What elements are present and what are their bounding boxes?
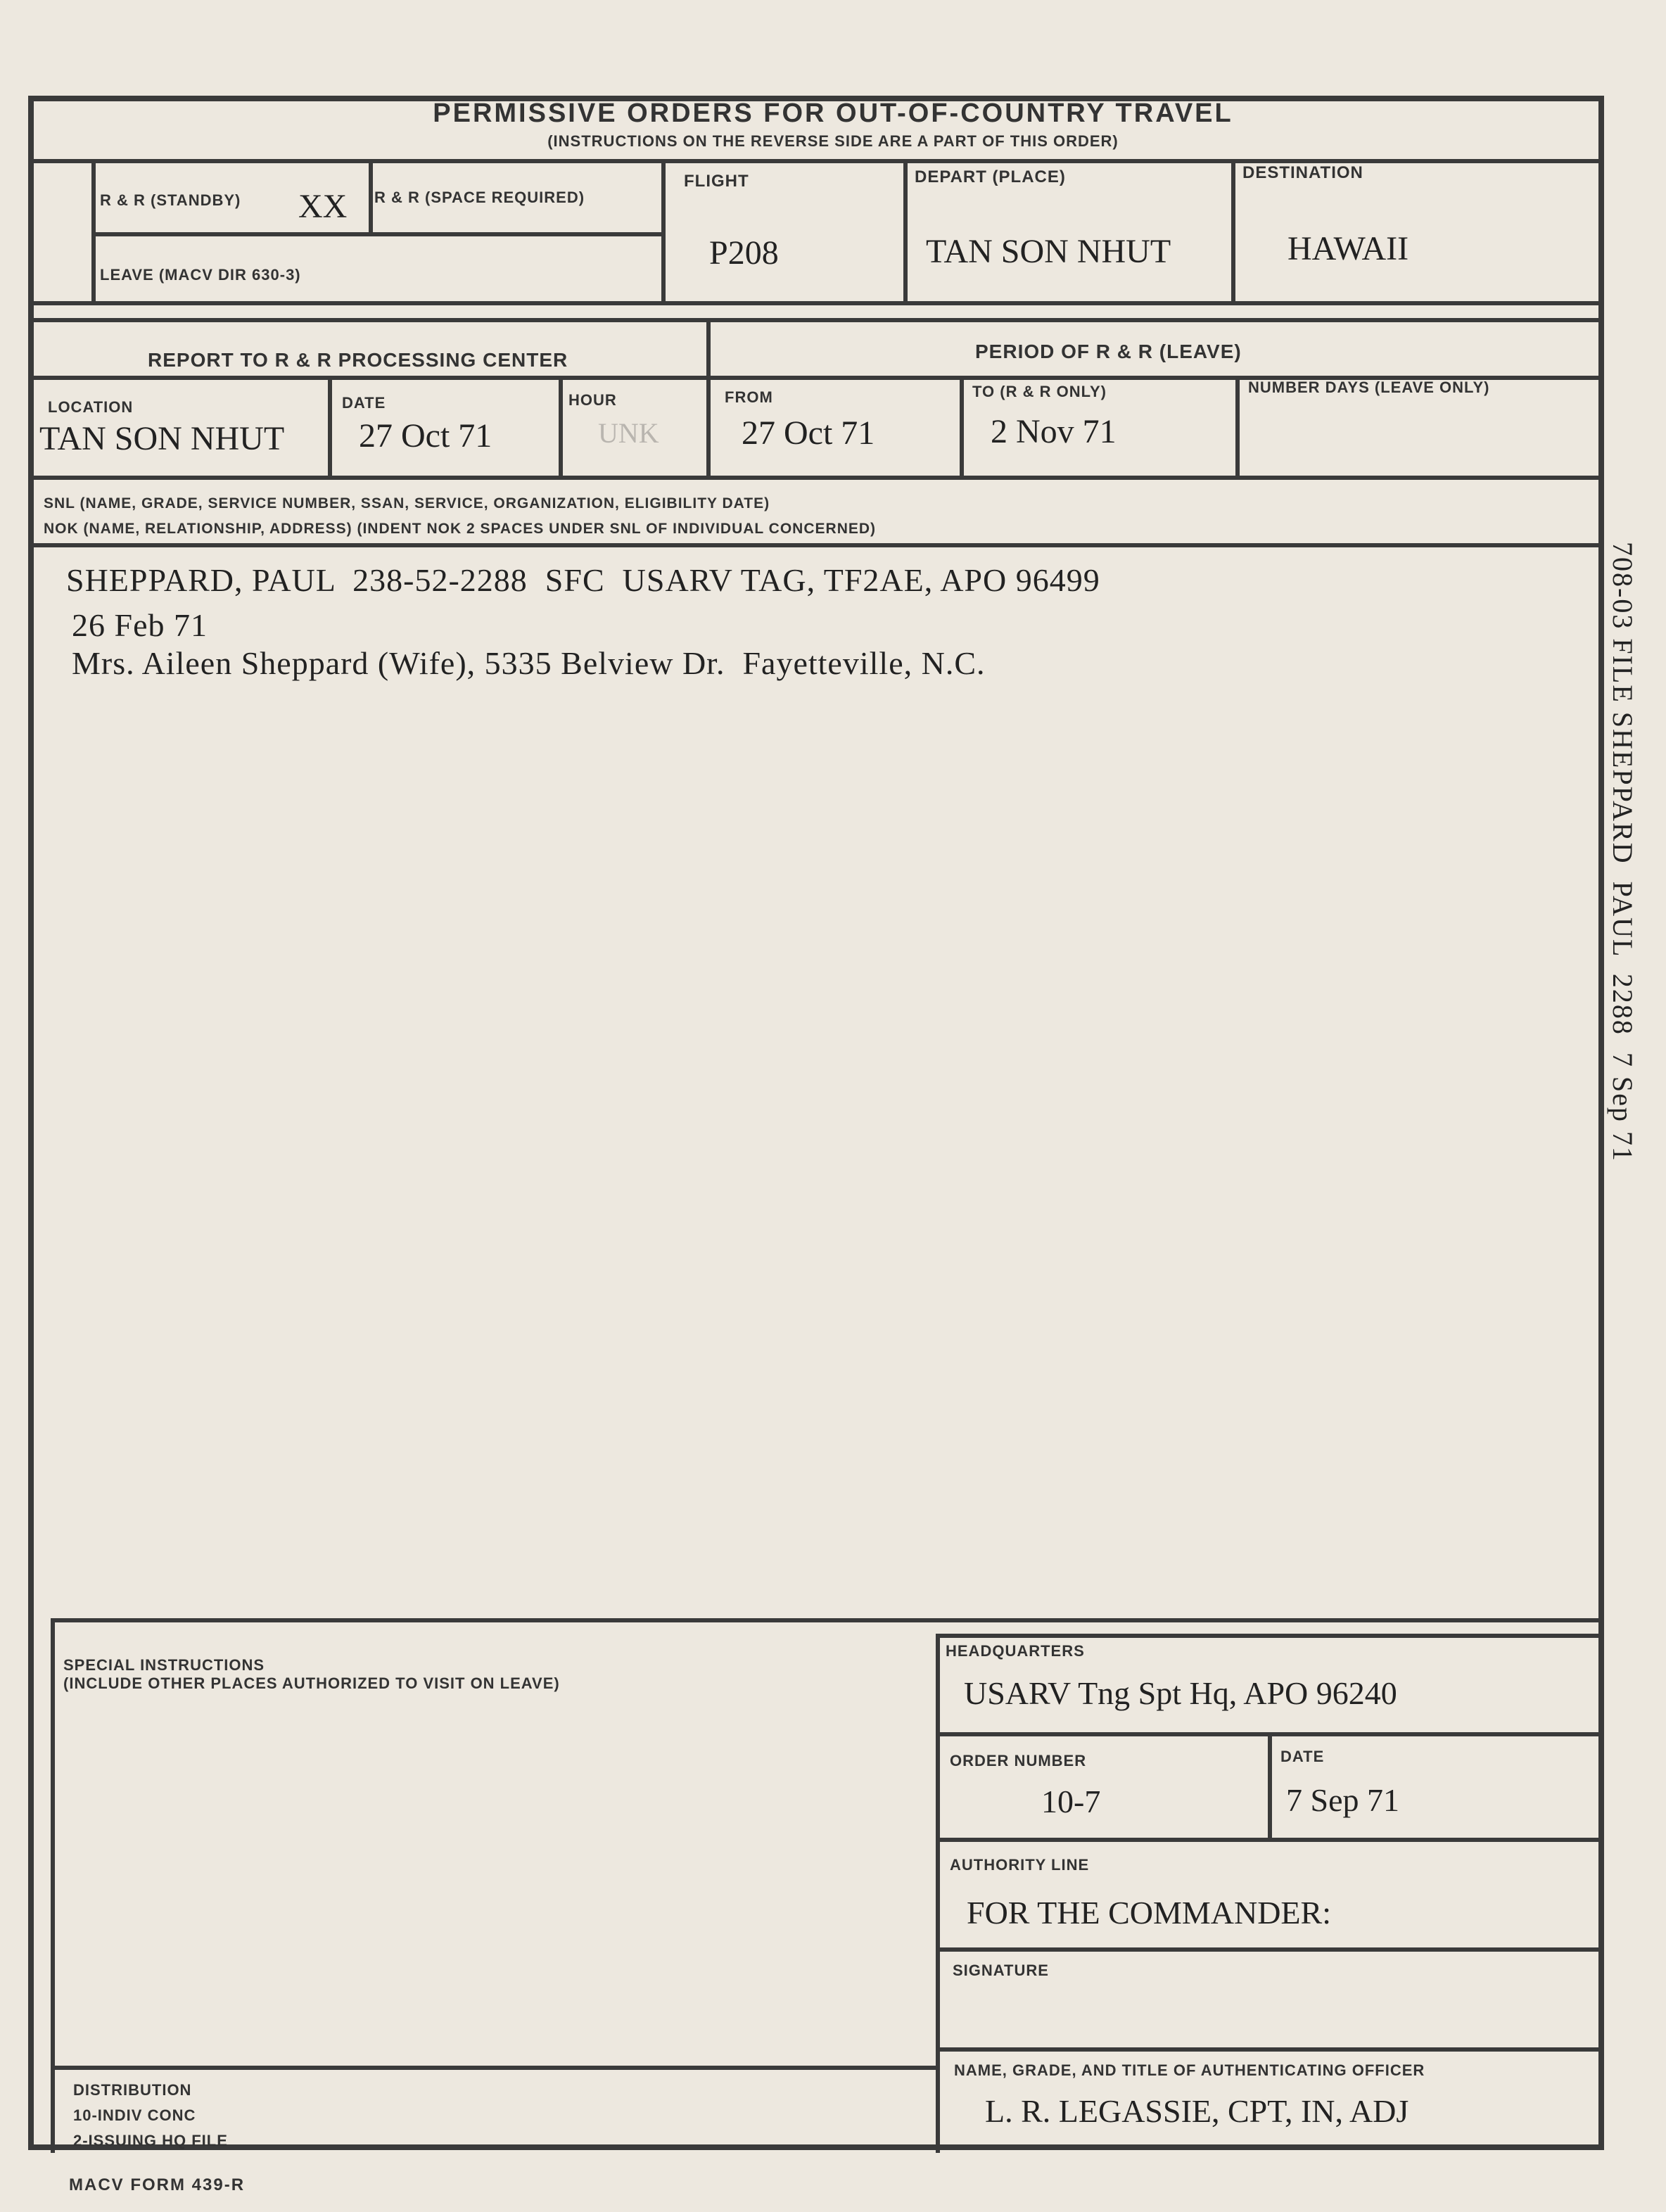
- hour-value: UNK: [598, 417, 659, 449]
- nok-line: Mrs. Aileen Sheppard (Wife), 5335 Belview Dr. Fayetteville, N.C.: [72, 645, 986, 681]
- destination-value: HAWAII: [1287, 230, 1409, 267]
- signature-label: SIGNATURE: [953, 1962, 1049, 1979]
- order-number-label: ORDER NUMBER: [950, 1752, 1087, 1769]
- from-label: FROM: [725, 388, 773, 406]
- authenticating-officer-label: NAME, GRADE, AND TITLE OF AUTHENTICATING OFFICER: [954, 2061, 1425, 2079]
- headquarters-label: HEADQUARTERS: [946, 1642, 1085, 1660]
- location-label: LOCATION: [48, 398, 134, 416]
- report-date-label: DATE: [342, 394, 386, 412]
- distribution-line-1: 10-INDIV CONC: [73, 2106, 196, 2124]
- form-number: MACV FORM 439-R: [69, 2175, 246, 2194]
- leave-label: LEAVE (MACV DIR 630-3): [100, 266, 301, 284]
- report-header: REPORT TO R & R PROCESSING CENTER: [148, 349, 568, 371]
- form-title: PERMISSIVE ORDERS FOR OUT-OF-COUNTRY TRAVEL: [433, 98, 1233, 128]
- distribution-label: DISTRIBUTION: [73, 2081, 192, 2099]
- authenticating-officer-value: L. R. LEGASSIE, CPT, IN, ADJ: [985, 2093, 1409, 2129]
- form-outer-border: [28, 96, 1604, 2150]
- period-header: PERIOD OF R & R (LEAVE): [975, 341, 1242, 362]
- snl-label: SNL (NAME, GRADE, SERVICE NUMBER, SSAN, SERVICE, ORGANIZATION, ELIGIBILITY DATE): [44, 495, 770, 511]
- authority-line-label: AUTHORITY LINE: [950, 1856, 1090, 1874]
- to-label: TO (R & R ONLY): [972, 383, 1107, 400]
- number-days-label: NUMBER DAYS (LEAVE ONLY): [1248, 379, 1490, 396]
- file-annotation: 708-03 FILE SHEPPARD PAUL 2288 7 Sep 71: [1607, 542, 1639, 1162]
- special-instructions-sublabel: (INCLUDE OTHER PLACES AUTHORIZED TO VISIT ON LEAVE): [63, 1674, 560, 1692]
- order-date-value: 7 Sep 71: [1286, 1782, 1399, 1818]
- order-date-label: DATE: [1280, 1748, 1325, 1765]
- report-date-value: 27 Oct 71: [359, 417, 492, 455]
- depart-value: TAN SON NHUT: [926, 233, 1171, 270]
- flight-label: FLIGHT: [684, 172, 749, 191]
- form-subtitle: (INSTRUCTIONS ON THE REVERSE SIDE ARE A PART OF THIS ORDER): [547, 132, 1119, 150]
- special-instructions-label: SPECIAL INSTRUCTIONS: [63, 1656, 265, 1674]
- from-value: 27 Oct 71: [742, 414, 875, 452]
- rr-standby-label: R & R (STANDBY): [100, 191, 241, 209]
- rr-standby-checkmark: XX: [298, 188, 348, 225]
- snl-line-eligibility-date: 26 Feb 71: [72, 607, 208, 643]
- hour-label: HOUR: [568, 391, 617, 409]
- order-number-value: 10-7: [1041, 1784, 1101, 1819]
- rr-space-required-label: R & R (SPACE REQUIRED): [374, 189, 585, 206]
- distribution-line-2: 2-ISSUING HQ FILE: [73, 2132, 228, 2149]
- nok-label: NOK (NAME, RELATIONSHIP, ADDRESS) (INDENT NOK 2 SPACES UNDER SNL OF INDIVIDUAL CONCERNED): [44, 521, 877, 537]
- snl-line-service-member: SHEPPARD, PAUL 238-52-2288 SFC USARV TAG, TF2AE, APO 96499: [66, 562, 1100, 598]
- authority-line-value: FOR THE COMMANDER:: [967, 1895, 1331, 1931]
- flight-value: P208: [709, 234, 779, 272]
- to-value: 2 Nov 71: [991, 413, 1117, 450]
- depart-label: DEPART (PLACE): [915, 167, 1066, 186]
- location-value: TAN SON NHUT: [39, 420, 285, 457]
- headquarters-value: USARV Tng Spt Hq, APO 96240: [964, 1675, 1397, 1711]
- destination-label: DESTINATION: [1242, 163, 1363, 182]
